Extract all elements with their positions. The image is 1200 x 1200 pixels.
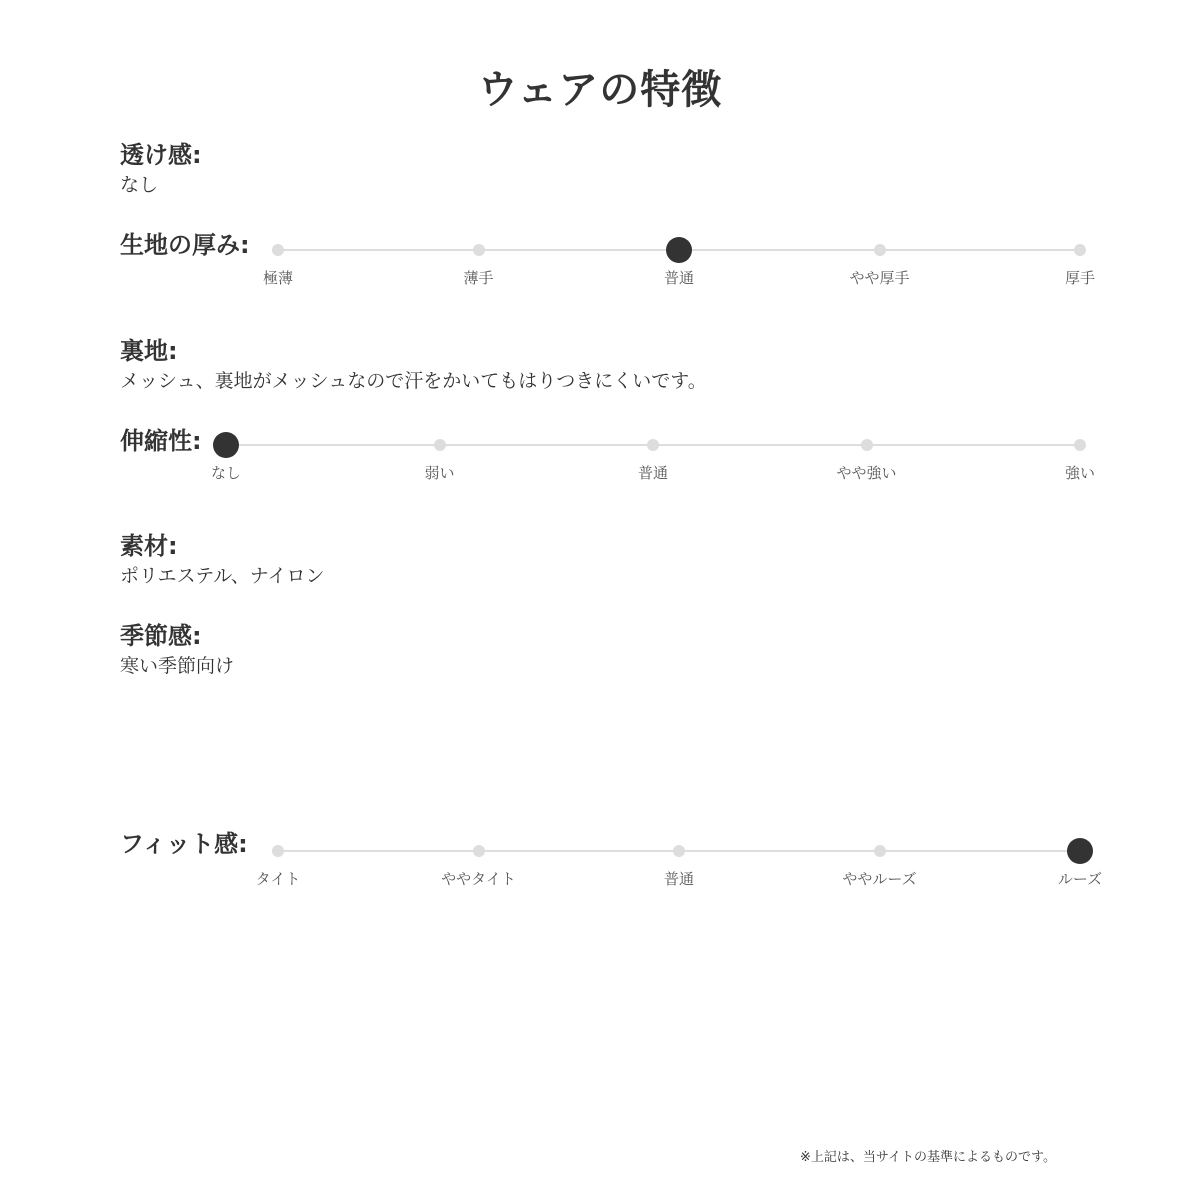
fit-scale-dot — [874, 845, 886, 857]
material-label: 素材: — [120, 532, 178, 560]
fit-label: フィット感: — [120, 830, 248, 858]
fit-scale-label: ややルーズ — [842, 870, 917, 888]
lining-value: メッシュ、裏地がメッシュなので汗をかいてもはりつきにくいです。 — [120, 370, 707, 392]
transparency-label: 透け感: — [120, 141, 202, 169]
footnote: ※上記は、当サイトの基準によるものです。 — [800, 1150, 1056, 1165]
stretch-label: 伸縮性: — [120, 427, 202, 455]
stretch-scale-label: 強い — [1064, 464, 1095, 482]
fit-scale-dot — [473, 845, 485, 857]
stretch-scale — [210, 435, 1095, 495]
fit-scale-dot — [272, 845, 284, 857]
thickness-scale-dot — [1074, 244, 1086, 256]
thickness-scale-label: やや厚手 — [849, 269, 910, 287]
stretch-scale-dot — [647, 439, 659, 451]
stretch-scale-dot-selected — [213, 432, 239, 458]
transparency-value: なし — [120, 174, 159, 196]
stretch-scale-label: 弱い — [424, 464, 455, 482]
lining-label: 裏地: — [120, 337, 178, 365]
stretch-scale-dot — [1074, 439, 1086, 451]
thickness-scale-dot — [473, 244, 485, 256]
thickness-scale-label: 普通 — [663, 269, 694, 287]
season-value: 寒い季節向け — [120, 655, 235, 677]
fit-scale-dot — [673, 845, 685, 857]
stretch-scale-label: 普通 — [637, 464, 668, 482]
season-label: 季節感: — [120, 622, 202, 650]
fit-scale-label: タイト — [255, 870, 301, 888]
stretch-scale-label: なし — [210, 464, 241, 482]
fit-scale — [255, 841, 1103, 901]
thickness-scale-label: 厚手 — [1064, 269, 1095, 287]
fit-scale-dot-selected — [1067, 838, 1093, 864]
fit-scale-label: ややタイト — [441, 870, 516, 888]
material-value: ポリエステル、ナイロン — [120, 565, 325, 587]
thickness-scale-dot — [272, 244, 284, 256]
stretch-scale-dot — [861, 439, 873, 451]
stretch-scale-label: やや強い — [836, 464, 897, 482]
thickness-label: 生地の厚み: — [120, 231, 250, 259]
thickness-scale-label: 極薄 — [262, 269, 293, 287]
thickness-scale-dot — [874, 244, 886, 256]
fit-scale-label: ルーズ — [1057, 870, 1103, 888]
stretch-scale-dot — [434, 439, 446, 451]
thickness-scale-label: 薄手 — [463, 269, 494, 287]
thickness-scale — [262, 240, 1095, 300]
page-title: ウェアの特徴 — [477, 67, 723, 113]
fit-scale-label: 普通 — [663, 870, 694, 888]
thickness-scale-dot-selected — [666, 237, 692, 263]
